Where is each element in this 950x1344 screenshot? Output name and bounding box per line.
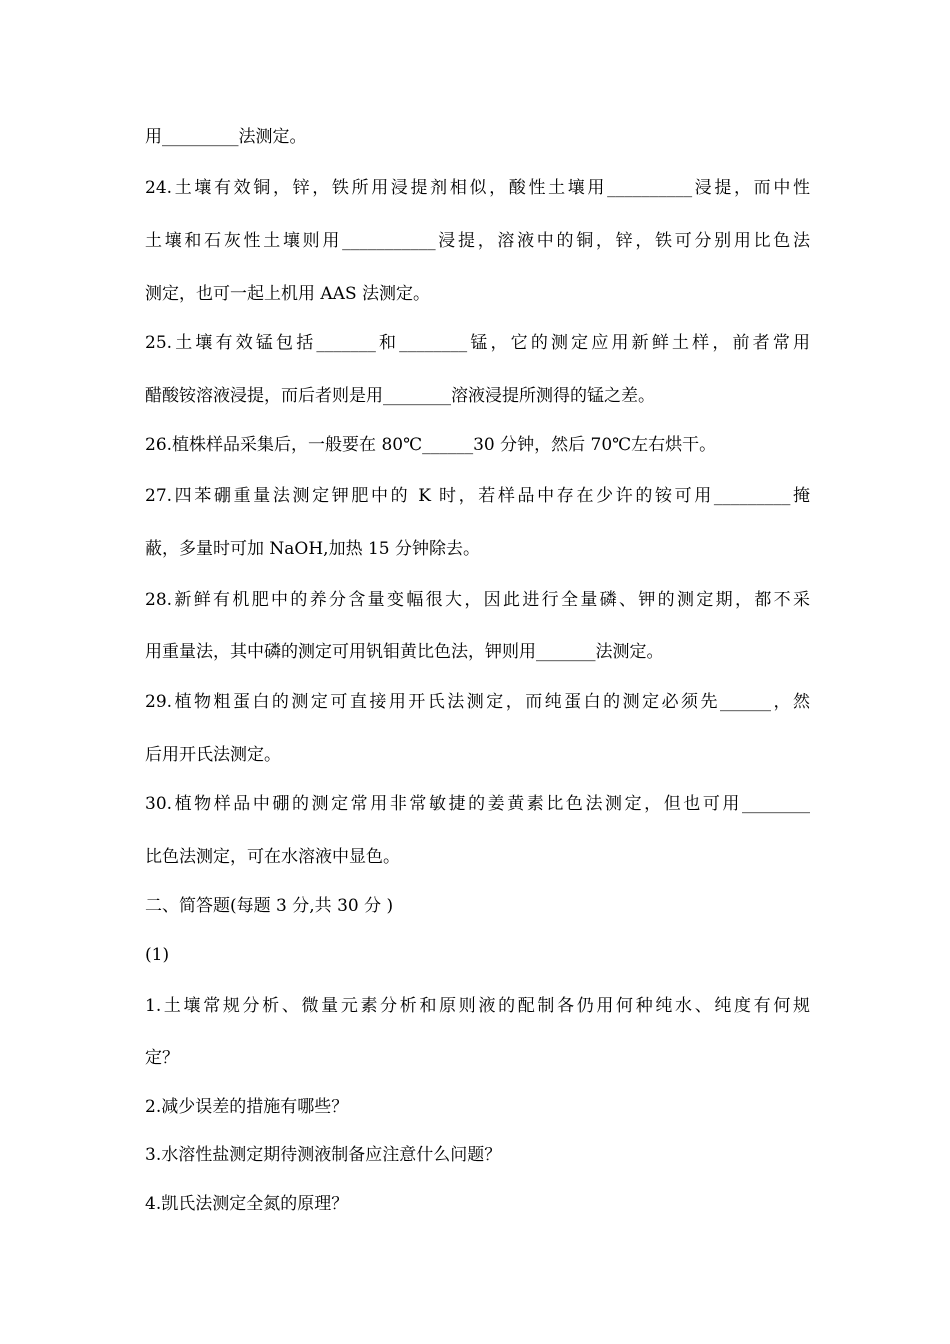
text-line: 用重量法，其中磷的测定可用钒钼黄比色法，钾则用_______法测定。	[145, 642, 664, 662]
question-item-continued: 定？	[145, 1048, 179, 1068]
question-item: 1.土壤常规分析、微量元素分析和原则液的配制各仍用何种纯水、纯度有何规	[145, 996, 810, 1016]
text-line: 30.植物样品中硼的测定常用非常敏捷的姜黄素比色法测定，但也可用________	[145, 794, 810, 814]
text-line: 后用开氏法测定。	[145, 745, 281, 765]
question-item: 4.凯氏法测定全氮的原理？	[145, 1194, 349, 1214]
text-line: 27.四苯硼重量法测定钾肥中的 K 时，若样品中存在少许的铵可用_________掩	[145, 486, 810, 506]
text-line: 25.土壤有效锰包括_______和________锰，它的测定应用新鲜土样，前者常用	[145, 333, 810, 353]
text-line: 用_________法测定。	[145, 127, 307, 147]
section-heading: 二、简答题(每题 3 分,共 30 分 )	[145, 896, 394, 916]
text-line: 28.新鲜有机肥中的养分含量变幅很大，因此进行全量磷、钾的测定期，都不采	[145, 590, 810, 610]
text-line: 醋酸铵溶液浸提，而后者则是用________溶液浸提所测得的锰之差。	[145, 386, 655, 406]
question-item: 2.减少误差的措施有哪些？	[145, 1097, 349, 1117]
text-line: 土壤和石灰性土壤则用___________浸提，溶液中的铜，锌，铁可分别用比色法	[145, 231, 810, 251]
text-line: 29.植物粗蛋白的测定可直接用开氏法测定，而纯蛋白的测定必须先______，然	[145, 692, 810, 712]
subsection-number: (1)	[145, 945, 170, 965]
text-line: 26.植株样品采集后，一般要在 80℃______30 分钟，然后 70℃左右烘干。	[145, 435, 717, 455]
question-item: 3.水溶性盐测定期待测液制备应注意什么问题？	[145, 1145, 502, 1165]
text-line: 蔽，多量时可加 NaOH,加热 15 分钟除去。	[145, 539, 481, 559]
text-line: 测定，也可一起上机用 AAS 法测定。	[145, 284, 431, 304]
text-line: 比色法测定，可在水溶液中显色。	[145, 847, 400, 867]
text-line: 24.土壤有效铜，锌，铁所用浸提剂相似，酸性土壤用__________浸提，而中性	[145, 178, 810, 198]
